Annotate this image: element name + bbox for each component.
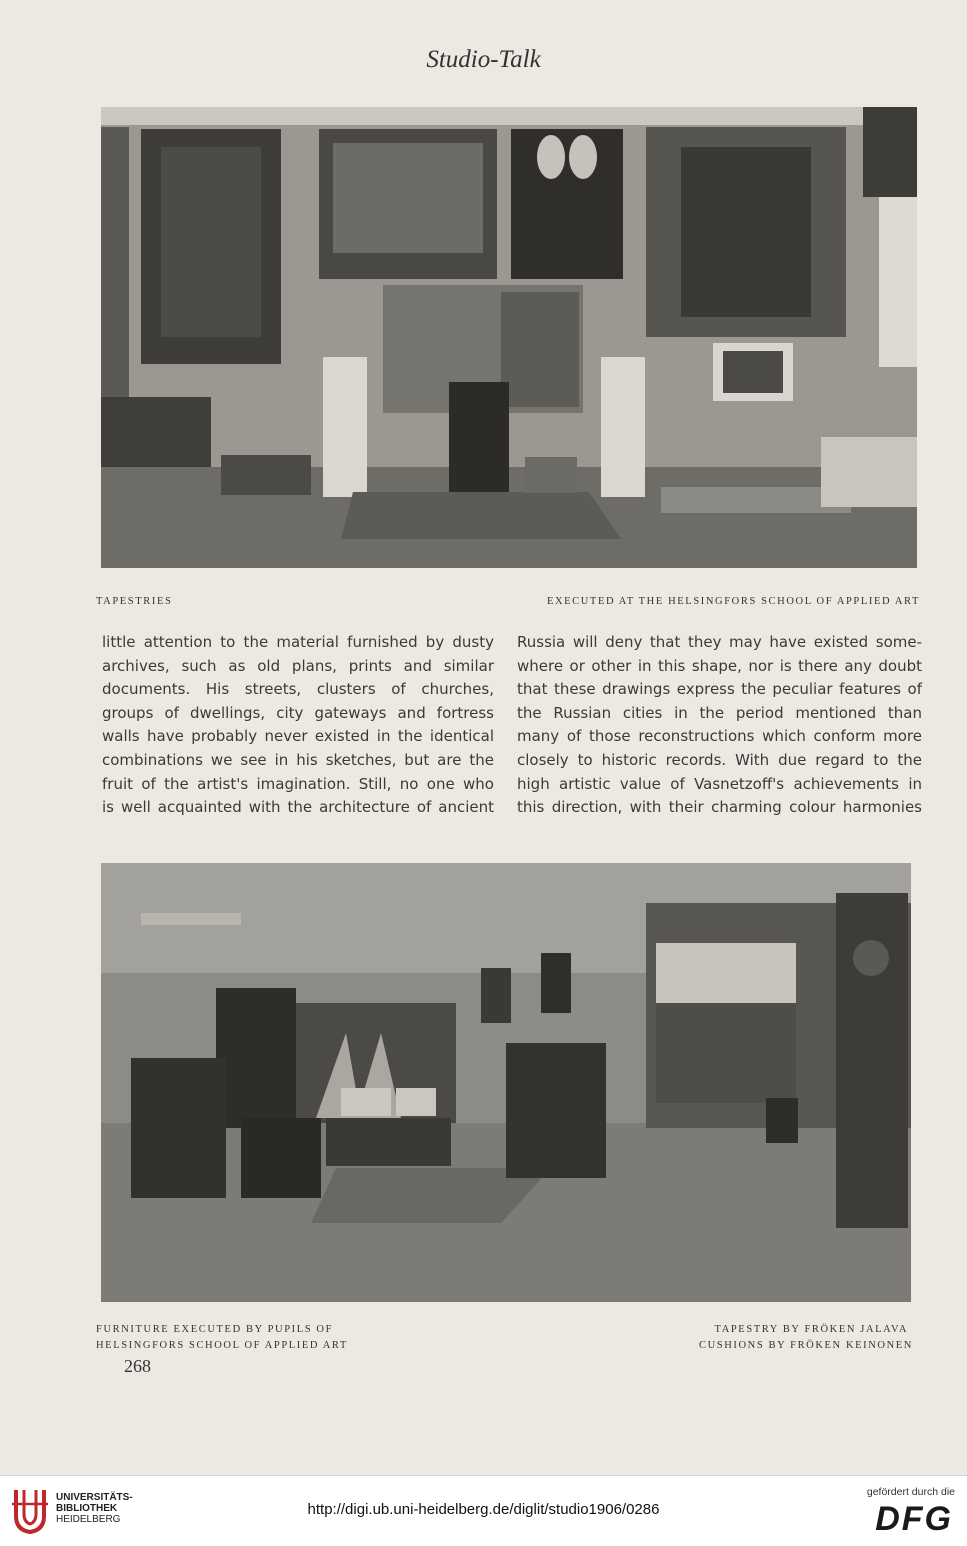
funded-by-label: gefördert durch die xyxy=(866,1486,955,1498)
caption-bottom-right-1: TAPESTRY BY FRÖKEN JALAVA xyxy=(714,1324,908,1335)
caption-top-left: TAPESTRIES xyxy=(96,596,173,607)
text-line: this direction, with their charming colour harmonies xyxy=(517,798,922,817)
dfg-logo: DFG xyxy=(875,1500,953,1538)
text-line: documents. His streets, clusters of churches, xyxy=(102,680,494,699)
photo-tapestries xyxy=(101,107,917,568)
digitization-footer xyxy=(0,1475,967,1546)
body-column-right xyxy=(517,631,922,820)
text-line: archives, such as old plans, prints and similar xyxy=(102,656,494,675)
body-column-left xyxy=(102,631,494,820)
running-head: Studio-Talk xyxy=(426,46,541,73)
library-line: BIBLIOTHEK xyxy=(56,1503,118,1514)
page-number: 268 xyxy=(124,1356,151,1376)
text-line: that these drawings express the peculiar features of xyxy=(517,680,922,699)
furniture-photo-illustration xyxy=(101,863,911,1302)
text-line: high artistic value of Vasnetzoff's achievements in xyxy=(517,774,922,793)
text-line: where or other in this shape, nor is there any doubt xyxy=(517,656,922,675)
caption-bottom-right-2: CUSHIONS BY FRÖKEN KEINONEN xyxy=(698,1340,913,1351)
library-line: UNIVERSITÄTS- xyxy=(56,1492,133,1503)
text-line: combinations we see in his sketches, but are the xyxy=(102,750,494,769)
text-line: many of those reconstructions which conform more xyxy=(517,727,922,746)
text-line: fruit of the artist's imagination. Still, no one who xyxy=(102,774,494,793)
text-line: closely to historic records. With due regard to the xyxy=(517,750,922,769)
text-line: is well acquainted with the architecture of ancient xyxy=(102,798,494,817)
text-line: walls have probably never existed in the identical xyxy=(102,727,494,746)
photo-furniture xyxy=(101,863,911,1302)
tapestries-photo-illustration xyxy=(101,107,917,568)
library-line: HEIDELBERG xyxy=(56,1514,121,1525)
text-line: Russia will deny that they may have existed some- xyxy=(517,633,922,651)
permalink-url[interactable]: http://digi.ub.uni-heidelberg.de/diglit/studio1906/0286 xyxy=(307,1501,660,1518)
text-line: groups of dwellings, city gateways and fortress xyxy=(102,703,494,722)
caption-bottom-left-2: HELSINGFORS SCHOOL OF APPLIED ART xyxy=(96,1340,348,1351)
text-line: the Russian cities in the period mentioned than xyxy=(517,703,922,722)
caption-top-right: EXECUTED AT THE HELSINGFORS SCHOOL OF APPLIED ART xyxy=(546,596,920,607)
text-line: little attention to the material furnished by dusty xyxy=(102,633,494,651)
caption-bottom-left-1: FURNITURE EXECUTED BY PUPILS OF xyxy=(96,1324,334,1335)
